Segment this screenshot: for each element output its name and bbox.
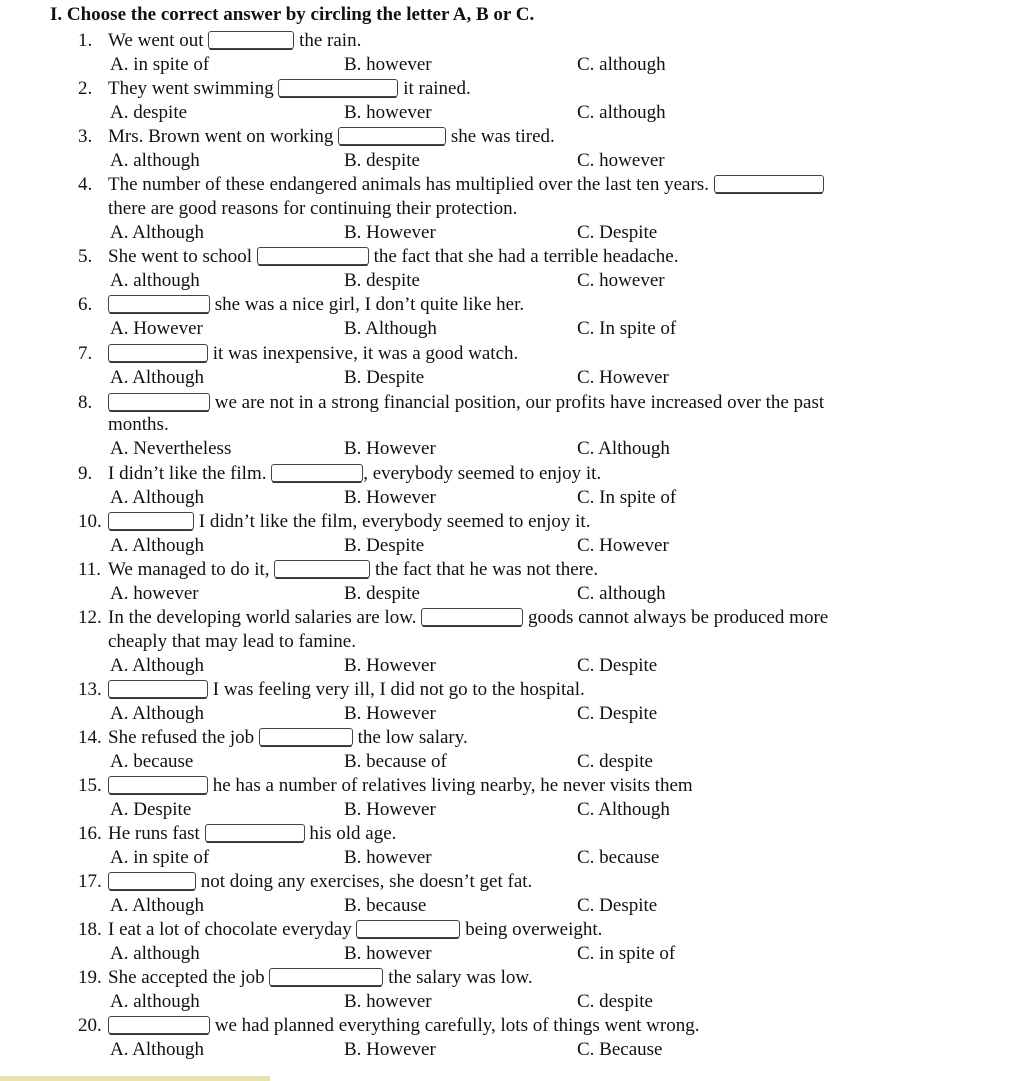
question-number: 11. xyxy=(78,559,102,580)
question-number: 17. xyxy=(78,871,102,892)
question-number: 1. xyxy=(78,30,93,51)
option-a[interactable]: A. However xyxy=(110,318,203,339)
option-c[interactable]: C. although xyxy=(577,583,666,604)
option-b[interactable]: B. Although xyxy=(344,318,437,339)
question-number: 9. xyxy=(78,463,93,484)
answer-blank[interactable] xyxy=(271,464,363,482)
option-b[interactable]: B. because of xyxy=(344,751,447,772)
question-continuation: there are good reasons for continuing their protection. xyxy=(108,198,518,219)
question-number: 15. xyxy=(78,775,102,796)
option-b[interactable]: B. However xyxy=(344,1039,436,1060)
option-a[interactable]: A. Nevertheless xyxy=(110,438,232,459)
option-b[interactable]: B. Despite xyxy=(344,535,425,556)
question-stem xyxy=(108,510,590,534)
stem-text-after: he has a number of relatives living nearby, he never visits them xyxy=(212,775,693,796)
answer-blank[interactable] xyxy=(338,127,446,145)
option-c[interactable]: C. However xyxy=(577,535,669,556)
question-number: 14. xyxy=(78,727,102,748)
option-a[interactable]: A. although xyxy=(110,270,200,291)
question-number: 18. xyxy=(78,919,102,940)
question-number: 8. xyxy=(78,392,93,413)
answer-blank[interactable] xyxy=(356,920,460,938)
question-number: 3. xyxy=(78,126,93,147)
question-stem xyxy=(108,1014,699,1038)
option-a[interactable]: A. although xyxy=(110,943,200,964)
option-a[interactable]: A. Despite xyxy=(110,799,192,820)
question-stem xyxy=(108,726,468,750)
stem-text-before: Mrs. Brown went on working xyxy=(108,126,334,147)
answer-blank[interactable] xyxy=(205,824,305,842)
question-stem xyxy=(108,966,533,990)
question-number: 10. xyxy=(78,511,102,532)
answer-blank[interactable] xyxy=(278,79,398,97)
question-number: 4. xyxy=(78,174,93,195)
option-a[interactable]: A. Although xyxy=(110,222,204,243)
option-c[interactable]: C. although xyxy=(577,102,666,123)
question-number: 5. xyxy=(78,246,93,267)
option-b[interactable]: B. However xyxy=(344,487,436,508)
option-a[interactable]: A. although xyxy=(110,150,200,171)
question-continuation: months. xyxy=(108,414,169,435)
question-stem xyxy=(108,678,585,702)
stem-text-before: She accepted the job xyxy=(108,967,265,988)
question-number: 6. xyxy=(78,294,93,315)
question-stem xyxy=(108,870,532,894)
answer-blank[interactable] xyxy=(108,393,210,411)
option-a[interactable]: A. in spite of xyxy=(110,54,210,75)
option-c[interactable]: C. Despite xyxy=(577,655,658,676)
option-a[interactable]: A. Although xyxy=(110,487,204,508)
stem-text-after: she was tired. xyxy=(450,126,555,147)
question-stem xyxy=(108,462,601,486)
stem-text-after: the fact that he was not there. xyxy=(375,559,599,580)
option-c[interactable]: C. despite xyxy=(577,991,653,1012)
question-stem xyxy=(108,293,524,317)
answer-blank[interactable] xyxy=(108,1016,210,1034)
answer-blank[interactable] xyxy=(108,680,208,698)
stem-text-before: He runs fast xyxy=(108,823,200,844)
answer-blank[interactable] xyxy=(108,512,194,530)
stem-text-after: being overweight. xyxy=(465,919,603,940)
stem-text-before: She went to school xyxy=(108,246,253,267)
option-c[interactable]: C. because xyxy=(577,847,660,868)
question-stem xyxy=(108,29,361,53)
answer-blank[interactable] xyxy=(108,872,196,890)
question-number: 12. xyxy=(78,607,102,628)
option-b[interactable]: B. However xyxy=(344,799,436,820)
stem-text-after: she was a nice girl, I don’t quite like her. xyxy=(214,294,525,315)
question-number: 19. xyxy=(78,967,102,988)
question-number: 16. xyxy=(78,823,102,844)
option-a[interactable]: A. although xyxy=(110,991,200,1012)
option-c[interactable]: C. Although xyxy=(577,438,670,459)
option-a[interactable]: A. Although xyxy=(110,895,204,916)
option-b[interactable]: B. however xyxy=(344,54,432,75)
stem-text-before: We managed to do it, xyxy=(108,559,270,580)
option-a[interactable]: A. in spite of xyxy=(110,847,210,868)
question-stem xyxy=(108,125,555,149)
option-a[interactable]: A. Although xyxy=(110,655,204,676)
stem-text-after: it was inexpensive, it was a good watch. xyxy=(212,343,519,364)
option-b[interactable]: B. however xyxy=(344,847,432,868)
stem-text-after: his old age. xyxy=(309,823,397,844)
option-c[interactable]: C. however xyxy=(577,150,665,171)
question-stem xyxy=(108,245,678,269)
stem-text-after: the salary was low. xyxy=(388,967,533,988)
stem-text-after: the rain. xyxy=(299,30,362,51)
option-c[interactable]: C. In spite of xyxy=(577,487,677,508)
answer-blank[interactable] xyxy=(269,968,383,986)
option-a[interactable]: A. Although xyxy=(110,367,204,388)
stem-text-after: the fact that she had a terrible headache. xyxy=(373,246,679,267)
stem-text-before: The number of these endangered animals has multiplied over the last ten years. xyxy=(108,174,709,195)
option-c[interactable]: C. Despite xyxy=(577,703,658,724)
stem-text-after: , everybody seemed to enjoy it. xyxy=(363,463,602,484)
option-c[interactable]: C. Despite xyxy=(577,222,658,243)
question-number: 13. xyxy=(78,679,102,700)
option-a[interactable]: A. because xyxy=(110,751,194,772)
option-c[interactable]: C. although xyxy=(577,54,666,75)
stem-text-after: I was feeling very ill, I did not go to the hospital. xyxy=(212,679,585,700)
option-b[interactable]: B. despite xyxy=(344,583,420,604)
stem-text-after: we are not in a strong financial position, our profits have increased over the past xyxy=(214,392,825,413)
option-c[interactable]: C. however xyxy=(577,270,665,291)
question-number: 2. xyxy=(78,78,93,99)
option-a[interactable]: A. however xyxy=(110,583,199,604)
stem-text-before: We went out xyxy=(108,30,204,51)
answer-blank[interactable] xyxy=(714,175,824,193)
option-a[interactable]: A. Although xyxy=(110,703,204,724)
question-stem xyxy=(108,558,598,582)
option-b[interactable]: B. however xyxy=(344,943,432,964)
stem-text-before: She refused the job xyxy=(108,727,255,748)
stem-text-after: it rained. xyxy=(403,78,471,99)
answer-blank[interactable] xyxy=(257,247,369,265)
question-stem xyxy=(108,822,396,846)
option-a[interactable]: A. Although xyxy=(110,535,204,556)
option-c[interactable]: C. Although xyxy=(577,799,670,820)
option-b[interactable]: B. However xyxy=(344,655,436,676)
option-b[interactable]: B. because xyxy=(344,895,427,916)
option-b[interactable]: B. however xyxy=(344,991,432,1012)
option-b[interactable]: B. despite xyxy=(344,270,420,291)
option-b[interactable]: B. However xyxy=(344,703,436,724)
option-b[interactable]: B. However xyxy=(344,438,436,459)
answer-blank[interactable] xyxy=(108,295,210,313)
question-continuation: cheaply that may lead to famine. xyxy=(108,631,356,652)
stem-text-before: I eat a lot of chocolate everyday xyxy=(108,919,352,940)
option-c[interactable]: C. In spite of xyxy=(577,318,677,339)
question-stem xyxy=(108,342,518,366)
answer-blank[interactable] xyxy=(274,560,370,578)
option-c[interactable]: C. Because xyxy=(577,1039,663,1060)
stem-text-after: the low salary. xyxy=(357,727,468,748)
option-c[interactable]: C. in spite of xyxy=(577,943,676,964)
answer-blank[interactable] xyxy=(259,728,353,746)
option-a[interactable]: A. despite xyxy=(110,102,188,123)
question-number: 7. xyxy=(78,343,93,364)
answer-blank[interactable] xyxy=(421,608,523,626)
option-c[interactable]: C. despite xyxy=(577,751,653,772)
stem-text-before: In the developing world salaries are low. xyxy=(108,607,417,628)
question-number: 20. xyxy=(78,1015,102,1036)
answer-blank[interactable] xyxy=(108,776,208,794)
stem-text-after: we had planned everything carefully, lots of things went wrong. xyxy=(214,1015,700,1036)
option-b[interactable]: B. However xyxy=(344,222,436,243)
question-stem xyxy=(108,77,471,101)
option-c[interactable]: C. Despite xyxy=(577,895,658,916)
question-stem xyxy=(108,173,824,197)
answer-blank[interactable] xyxy=(208,31,294,49)
stem-text-after: I didn’t like the film, everybody seemed to enjoy it. xyxy=(198,511,591,532)
page-edge-strip xyxy=(0,1076,270,1081)
option-b[interactable]: B. however xyxy=(344,102,432,123)
question-stem xyxy=(108,391,824,415)
question-stem xyxy=(108,606,828,630)
stem-text-after: goods cannot always be produced more xyxy=(527,607,829,628)
option-c[interactable]: C. However xyxy=(577,367,669,388)
stem-text-before: I didn’t like the film. xyxy=(108,463,267,484)
stem-text-before: They went swimming xyxy=(108,78,274,99)
instruction-heading: I. Choose the correct answer by circling the letter A, B or C. xyxy=(50,4,535,25)
question-stem xyxy=(108,918,602,942)
option-b[interactable]: B. despite xyxy=(344,150,420,171)
question-stem xyxy=(108,774,693,798)
answer-blank[interactable] xyxy=(108,344,208,362)
stem-text-after: not doing any exercises, she doesn’t get fat. xyxy=(200,871,533,892)
option-b[interactable]: B. Despite xyxy=(344,367,425,388)
option-a[interactable]: A. Although xyxy=(110,1039,204,1060)
